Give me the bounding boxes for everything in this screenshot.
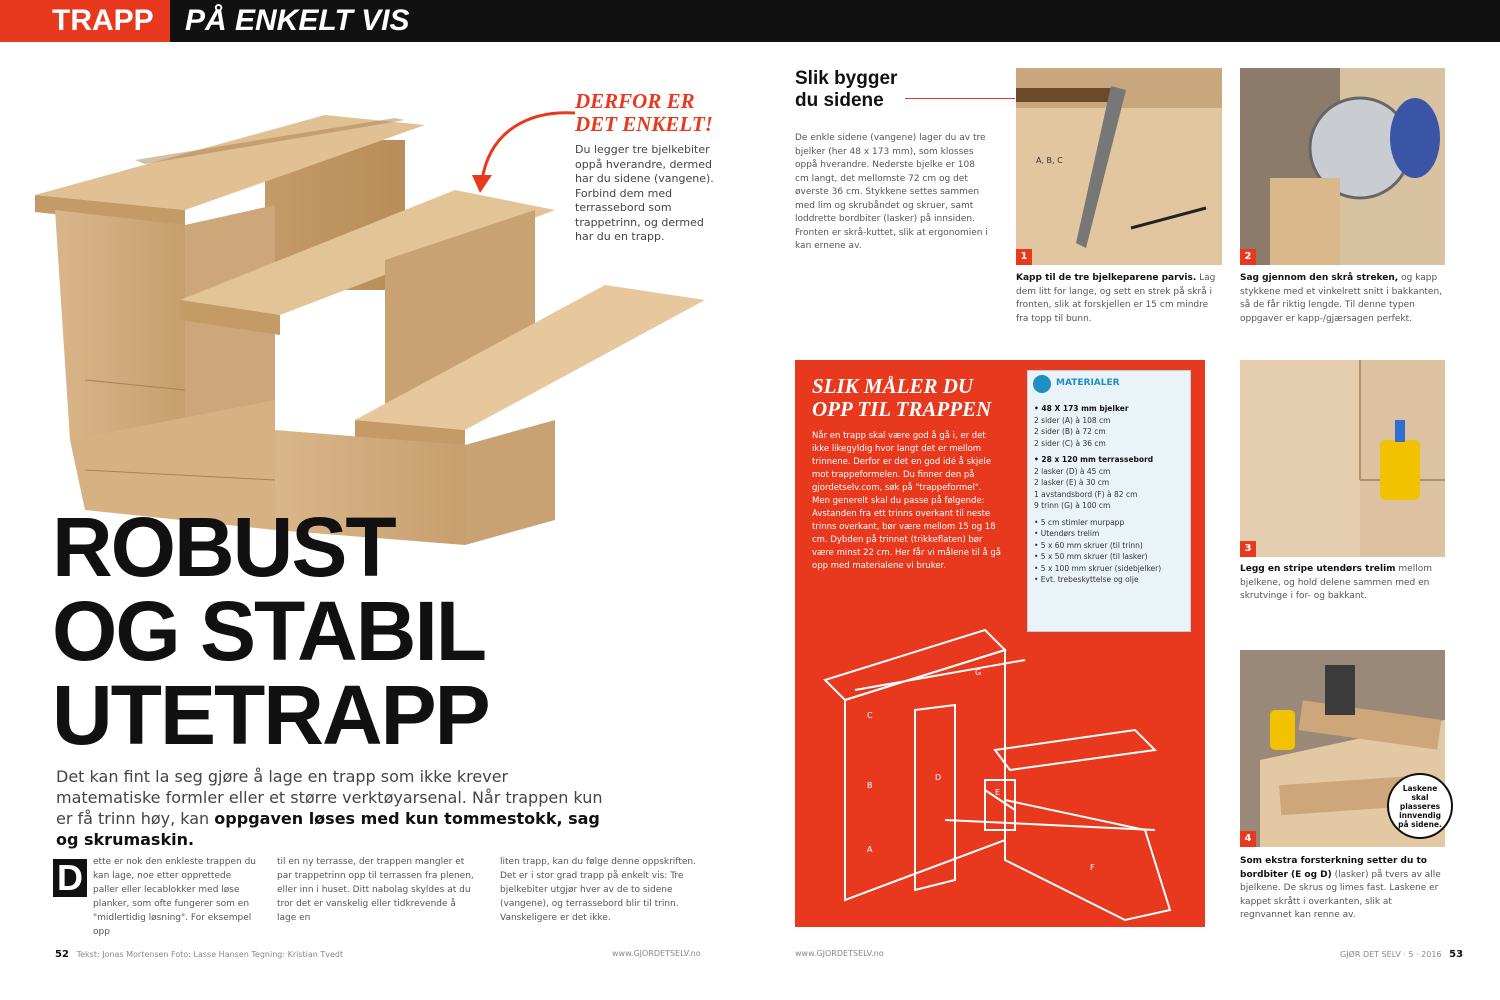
callout-title: DERFOR ER DET ENKELT! <box>575 89 713 136</box>
section-title: PÅ ENKELT VIS <box>185 4 410 37</box>
speech-bubble: Laskene skal plasseres innvendig på sidene. <box>1387 773 1453 839</box>
step-number: 3 <box>1240 541 1256 557</box>
step-2-bold: Sag gjennom den skrå streken, <box>1240 273 1399 283</box>
step-3-photo <box>1240 360 1445 557</box>
curved-arrow-icon <box>470 105 580 195</box>
body-column-3: liten trapp, kan du følge denne oppskriften. Det er i stor grad trapp på enkelt vis: Tre bjelkebiter utgjør hver av de to sidene (vangene), og terrassebord blir til trinn. Vanskeligere er det ikke. <box>500 857 696 923</box>
step-1-caption <box>1016 272 1222 326</box>
folio-url-right: www.GJORDETSELV.no <box>795 949 884 958</box>
headline <box>52 500 489 762</box>
step-2-caption <box>1240 272 1445 326</box>
body-column-2: til en ny terrasse, der trappen mangler et par trappetrinn opp til terrassen fra plenen, eller inn i huset. Ditt nabolag skyldes at du tror det er vanskelig eller tidkrevende å lage en <box>277 857 474 923</box>
materials-list <box>1034 403 1184 586</box>
intro-bold: oppgaven løses med kun tommestokk, sag og skrumaskin. <box>56 809 600 849</box>
step-2-text: og kapp stykkene med et vinkelrett snitt i bakkanten, så de får riktig lengde. Til denne typen oppgaver er kapp-/gjærsagen perfekt. <box>1240 273 1443 324</box>
square-tool-icon <box>1016 68 1222 265</box>
measure-text: Når en trapp skal være god å gå i, er det ikke likegyldig hvor langt det er mellom trinnene. Derfor er det en god idé å skjele mot trappeformelen. Du finner den på gjordetselv.com, søk på "trappeformel". Men generelt skal du passe på følgende: Avstanden fra ett trinns overkant til neste trinns overkant, bør være mellom 15 og 18 cm. Dybden på trinnet (trikkeflaten) bør være minst 22 cm. Her får vi målene til å gå opp med materialene vi bruker. <box>812 431 1001 571</box>
step-number: 1 <box>1016 249 1032 265</box>
callout-text: Du legger tre bjelkebiter oppå hverandre, dermed har du sidene (vangene). Forbind dem med terrassebord som trappetrinn, og dermed har du en trapp. <box>575 143 714 243</box>
drop-cap: D <box>53 859 87 897</box>
step-3-bold: Legg en stripe utendørs trelim <box>1240 564 1396 574</box>
mat-item: • 5 cm stimler murpapp <box>1034 517 1125 527</box>
materials-icon <box>1033 375 1051 393</box>
step-1-bold: Kapp til de tre bjelkeparene parvis. <box>1016 273 1197 283</box>
svg-text:C: C <box>867 711 873 720</box>
svg-text:D: D <box>935 773 942 782</box>
step-4-bold: Som ekstra forsterkning setter du to bordbiter (E og D) <box>1240 856 1427 880</box>
step-4-caption <box>1240 855 1445 923</box>
mat-item: • 5 x 100 mm skruer (sidebjelker) <box>1034 563 1162 573</box>
svg-text:G: G <box>975 668 982 677</box>
headline-line-3: UTETRAPP <box>52 668 489 762</box>
mat-item: 9 trinn (G) à 100 cm <box>1034 501 1111 510</box>
step-2-photo <box>1240 68 1445 265</box>
circular-saw-icon <box>1240 68 1445 265</box>
page-number-left: 52 <box>55 949 69 960</box>
sides-text: De enkle sidene (vangene) lager du av tre bjelker (her 48 x 173 mm), som klosses oppå hverandre. Nederste bjelke er 108 cm langt, det mellomste 72 cm og det øverste 36 cm. Stykkene settes sammen med lim og skrubåndet og skruer, samt loddrette bordbiter (lasker) på innsiden. Fronten er skrå-kuttet, slik at ergonomien i kan ernene av. <box>795 133 988 251</box>
mat-item: • 5 x 60 mm skruer (til trinn) <box>1034 540 1143 550</box>
issue-info: GJØR DET SELV · 5 · 2016 <box>1340 950 1442 959</box>
mat-group-head: • 48 X 173 mm bjelker <box>1034 404 1129 413</box>
mat-item: 2 sider (C) à 36 cm <box>1034 438 1106 448</box>
step-number: 2 <box>1240 249 1256 265</box>
svg-text:B: B <box>867 781 873 790</box>
mat-item: 2 sider (B) à 72 cm <box>1034 427 1106 436</box>
body-column-1-text: ette er nok den enkleste trappen du kan lage, noe etter opprettede paller eller lecablokker med løse planker, som ofte fungerer som en "midlertidig løsning". For eksempel opp <box>93 857 256 937</box>
svg-text:E: E <box>995 788 1001 797</box>
step-4-text: (lasker) på tvers av alle bjelkene. De skrus og limes fast. Laskene er kappet skrått i overkanten, slik at regnvannet kan renne av. <box>1240 869 1441 920</box>
mat-item: 2 sider (A) à 108 cm <box>1034 415 1111 425</box>
folio-right <box>1340 949 1463 960</box>
folio-left <box>55 949 343 960</box>
title-rule <box>905 98 1015 99</box>
headline-line-1: ROBUST <box>52 500 395 594</box>
svg-text:F: F <box>1090 863 1095 872</box>
step-3-text: mellom bjelkene, og hold delene sammen med en skrutvinge i for- og bakkant. <box>1240 564 1432 601</box>
sides-title: Slik bygger du sidene <box>795 68 898 111</box>
glue-bottle-icon <box>1240 360 1445 557</box>
headline-line-2: OG STABIL <box>52 584 486 678</box>
mat-item: 1 avstandsbord (F) à 82 cm <box>1034 489 1138 499</box>
mat-item: • 5 x 50 mm skruer (til lasker) <box>1034 552 1148 561</box>
section-tag: TRAPP <box>0 0 170 42</box>
step-1-photo <box>1016 68 1222 265</box>
step-1-text: Lag dem litt for lange, og sett en strek på skrå i fronten, slik at forskjellen er 15 cm mindre fra topp til bunn. <box>1016 273 1216 324</box>
folio-url-left: www.GJORDETSELV.no <box>612 949 701 958</box>
page-number-right: 53 <box>1449 949 1464 960</box>
svg-text:A, B, C: A, B, C <box>1036 156 1063 165</box>
mat-item: 2 lasker (E) à 30 cm <box>1034 478 1110 487</box>
measure-title: SLIK MÅLER DU OPP TIL TRAPPEN <box>812 374 992 421</box>
credits: Tekst: Jonas Mortensen Foto: Lasse Hansen Tegning: Kristian Tvedt <box>76 950 344 959</box>
mat-item: • Evt. trebeskyttelse og olje <box>1034 575 1139 584</box>
body-column-1 <box>93 855 258 939</box>
step-number: 4 <box>1240 831 1256 847</box>
mat-group-head: • 28 x 120 mm terrassebord <box>1034 455 1154 464</box>
intro-paragraph <box>56 766 616 850</box>
intro-text: Det kan fint la seg gjøre å lage en trapp som ikke krever matematiske formler eller et større verktøyarsenal. Når trappen kun er få trinn høy, kan <box>56 767 603 828</box>
mat-item: • Utendørs trelim <box>1034 529 1100 538</box>
materials-title: MATERIALER <box>1056 378 1120 388</box>
step-3-caption <box>1240 563 1445 604</box>
mat-item: 2 lasker (D) à 45 cm <box>1034 466 1111 476</box>
svg-text:A: A <box>867 845 873 854</box>
